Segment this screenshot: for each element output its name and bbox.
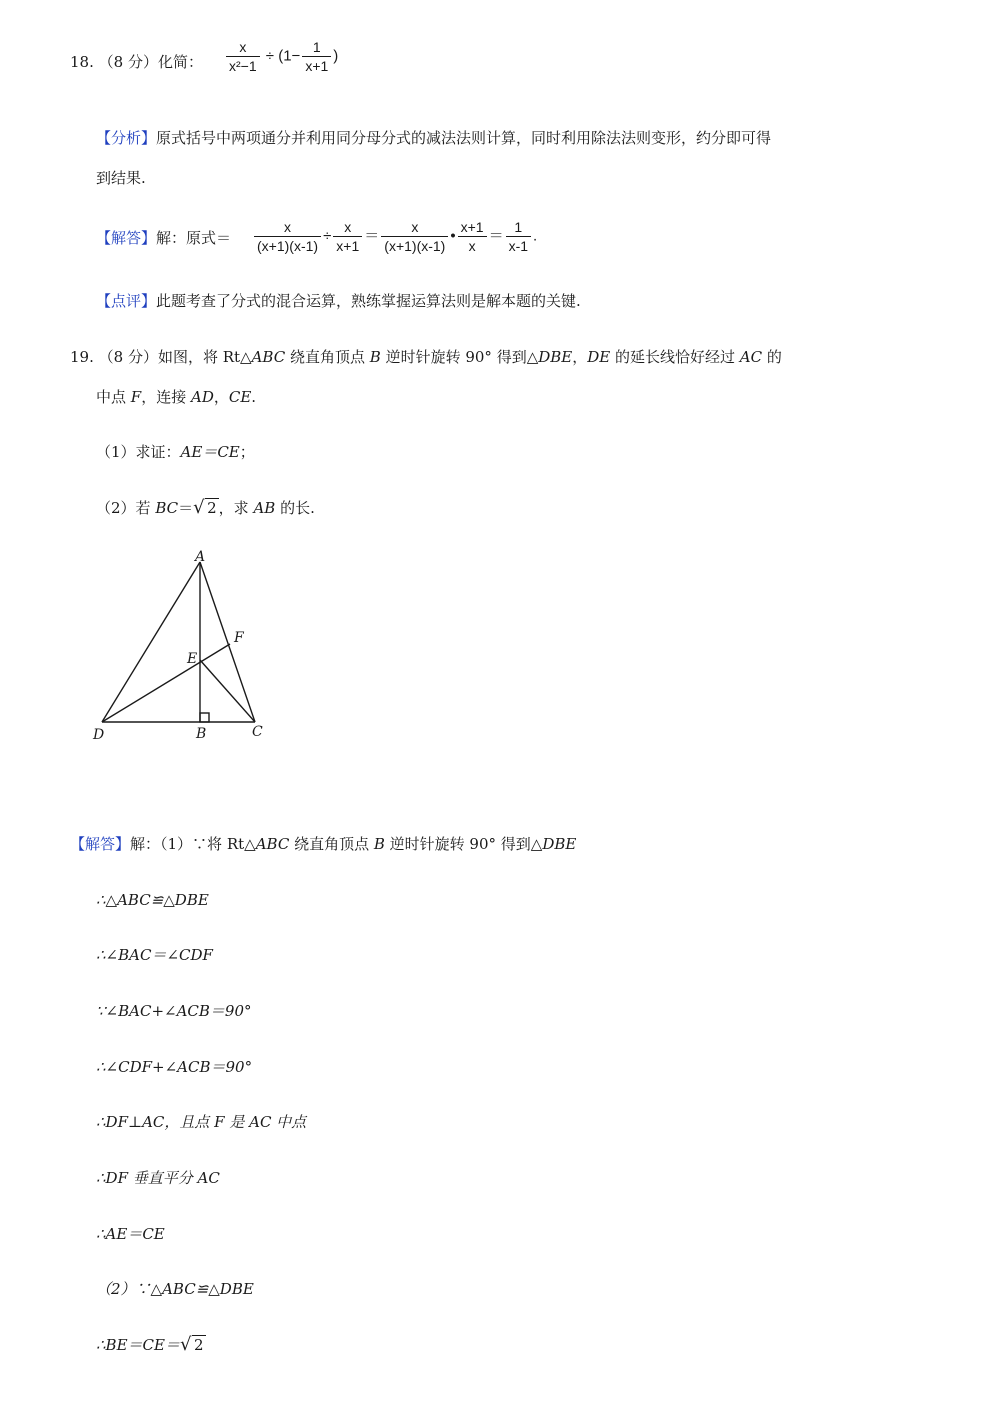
sqrt-symbol: √ 2 <box>193 497 217 518</box>
q18-analysis-line2: 到结果. <box>96 169 146 187</box>
q18-prompt: 化简： <box>157 53 203 71</box>
q18-divide-sign: ÷ <box>265 47 275 65</box>
solution-step: ∵∠BAC+∠ACB＝90° <box>96 1002 252 1020</box>
q18-comment-tag: 【点评】 <box>96 292 157 310</box>
q18-score: （8 分） <box>98 53 158 71</box>
q18-expression <box>224 38 338 75</box>
label-A: A <box>195 549 206 565</box>
q18-answer-frac-c: $\frac{x}{(x+1)(x-1)}$ <box>381 218 448 255</box>
solution-step: ∴△ABC≌△DBE <box>96 891 209 909</box>
q18-answer-frac-d: $\frac{x+1}{x}$ <box>458 218 487 255</box>
solution-step-last: ∴BE＝CE＝ √ 2 <box>96 1334 204 1355</box>
q19-stem-line2: 中点 F，连接 AD，CE. <box>96 388 257 406</box>
q19-solution-first: 【解答】解：（1）∵将 Rt△ABC 绕直角顶点 B 逆时针旋转 90° 得到△DBE <box>70 835 577 853</box>
q19-stem-line1: 19. （8 分）如图，将 Rt△ABC 绕直角顶点 B 逆时针旋转 90° 得到△DBE，DE 的延长线恰好经过 AC 的 <box>70 348 782 366</box>
q18-fraction-2: $\frac{1}{x+1}$ <box>302 38 331 75</box>
label-F: F <box>234 630 244 646</box>
q18-comment: 【点评】此题考查了分式的混合运算，熟练掌握运算法则是解本题的关键. <box>96 292 581 310</box>
q18-number: 18. <box>70 53 94 71</box>
solution-step: ∴∠CDF+∠ACB＝90° <box>96 1058 253 1076</box>
solution-step: （2）∵△ABC≌△DBE <box>96 1280 254 1298</box>
q18-paren-open: (1− <box>278 47 301 65</box>
q18-header <box>70 52 203 72</box>
label-C: C <box>252 724 263 740</box>
sqrt-symbol: √ 2 <box>179 1334 204 1355</box>
q19-part2: （2）若 BC＝ √ 2 ，求 AB 的长. <box>96 497 315 518</box>
q18-answer-label: 【解答】解：原式＝ <box>96 229 232 247</box>
label-D: D <box>93 727 105 743</box>
q18-analysis-line1: 【分析】原式括号中两项通分并利用同分母分式的减法法则计算，同时利用除法法则变形，约分即可得 <box>96 129 772 147</box>
q18-answer-frac-e: $\frac{1}{x-1}$ <box>506 218 531 255</box>
label-B: B <box>196 726 207 742</box>
label-E: E <box>187 651 198 667</box>
solution-step: ∴DF⊥AC，且点 F 是 AC 中点 <box>96 1113 307 1131</box>
q18-answer-frac-a: $\frac{x}{(x+1)(x-1)}$ <box>254 218 321 255</box>
solution-step: ∴∠BAC＝∠CDF <box>96 946 213 964</box>
q18-answer-tag: 【解答】 <box>96 229 157 247</box>
segment-DA <box>102 562 200 722</box>
triangle-figure <box>88 548 278 748</box>
solution-step: ∴DF 垂直平分 AC <box>96 1169 220 1187</box>
segment-DF <box>102 644 230 722</box>
q18-analysis-tag: 【分析】 <box>96 129 157 147</box>
q19-part1: （1）求证：AE＝CE； <box>96 443 255 461</box>
segment-AC <box>200 562 255 722</box>
q18-paren-close: ) <box>333 47 339 65</box>
right-angle-mark <box>200 713 209 722</box>
solution-step: ∴AE＝CE <box>96 1225 165 1243</box>
q18-answer-expression: $\frac{x}{(x+1)(x-1)}$ ÷ $\frac{x}{x+1}$ ＝ $\frac{x}{(x+1)(x-1)}$ • $\frac{x+1}{x}$ ＝ $\frac{1}{x-1}$ . <box>252 218 537 255</box>
q18-fraction-1: $\frac{x}{\text{x²−1}}$ <box>226 38 260 75</box>
q19-solution-tag: 【解答】 <box>70 835 131 853</box>
q18-answer-frac-b: $\frac{x}{x+1}$ <box>333 218 362 255</box>
